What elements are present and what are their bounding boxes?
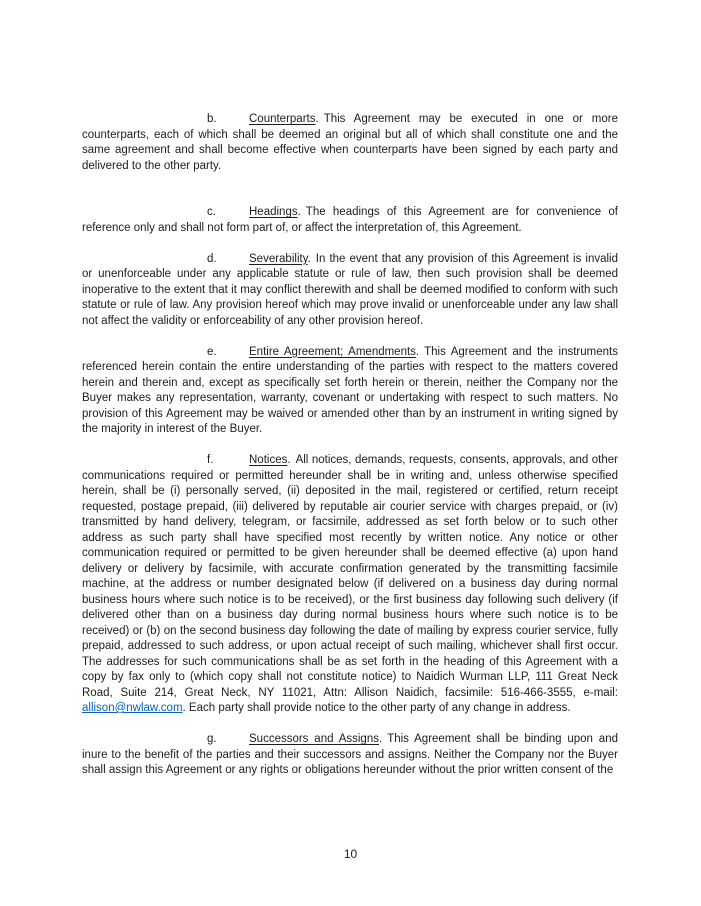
email-link[interactable]: allison@nwlaw.com [82, 702, 183, 714]
title-period: . [415, 345, 420, 358]
paragraph-letter: d. [207, 252, 217, 265]
paragraph-text: This Agreement shall be binding upon and inure to the benefit of the parties and their successors and assigns. Neither the Company nor the Buyer shall assign this Agreement or any rights or obligations hereunder without the prior written consent of the [82, 733, 618, 776]
paragraph-letter: f. [207, 454, 214, 466]
paragraph-letter: c. [207, 206, 216, 218]
paragraph-entire-agreement-amendments [82, 345, 618, 438]
paragraph-title: Entire Agreement; Amendments [249, 345, 416, 358]
paragraph-text: The headings of this Agreement are for convenience of reference only and shall not form part of, or affect the interpretation of, this Agreement. [82, 206, 618, 234]
paragraph-text: In the event that any provision of this Agreement is invalid or unenforceable under any applicable statute or rule of law, then such provision shall be deemed inoperative to the extent that it may conflict therewith and shall be deemed modified to conform with such statute or rule of law. Any provision hereof which may prove invalid or unenforceable under any law shall not affect the validity or enforceability of any other provision hereof. [82, 252, 618, 327]
page-number: 10 [343, 847, 358, 861]
paragraph-letter: b. [207, 113, 217, 125]
title-period: . [378, 733, 383, 745]
paragraph-notices [82, 453, 618, 717]
document-body [82, 112, 618, 794]
title-period: . [315, 113, 319, 125]
paragraph-severability [82, 252, 618, 330]
title-period: . [297, 206, 301, 218]
paragraph-text: This Agreement and the instruments referenced herein contain the entire understanding of the parties with respect to the matters covered herein and therein and, except as specifically set forth herein or therein, neither the Company nor the Buyer makes any representation, warranty, covenant or undertaking with respect to such matters. No provision of this Agreement may be waived or amended other than by an instrument in writing signed by the majority in interest of the Buyer. [82, 345, 618, 435]
paragraph-headings [82, 205, 618, 236]
paragraph-letter: g. [207, 733, 217, 745]
paragraph-counterparts [82, 112, 618, 174]
title-period: . [307, 252, 311, 265]
paragraph-title: Severability [249, 252, 308, 265]
paragraph-title: Counterparts [249, 113, 316, 125]
paragraph-title: Successors and Assigns [249, 733, 379, 745]
paragraph-title: Headings [249, 206, 298, 218]
paragraph-text: This Agreement may be executed in one or more counterparts, each of which shall be deemed an original but all of which shall constitute one and the same agreement and shall become effective when counterparts have been signed by each party and delivered to the other party. [82, 113, 618, 172]
paragraph-text: All notices, demands, requests, consents, approvals, and other communications required or permitted hereunder shall be in writing and, unless otherwise specified herein, shall be (i) personally served, (ii) deposited in the mail, registered or certified, return receipt requested, postage prepaid, (iii) delivered by reputable air courier service with charges prepaid, or (iv) transmitted by hand delivery, telegram, or facsimile, addressed as set forth below or to such other address as such party shall have specified most recently by written notice. Any notice or other communication required or permitted to be given hereunder shall be deemed effective (a) upon hand delivery or delivery by facsimile, with accurate confirmation generated by the transmitting facsimile machine, at the address or number designated below (if delivered on a business day during normal business hours where such notice is to be received), or the first business day following such delivery (if delivered other than on a business day during normal business hours where such notice is to be received) or (b) on the second business day following the date of mailing by express courier service, fully prepaid, addressed to such address, or upon actual receipt of such mailing, whichever shall first occur. The addresses for such communications shall be as set forth in the heading of this Agreement with a copy by fax only to (which copy shall not constitute notice) to Naidich Wurman LLP, 111 Great Neck Road, Suite 214, Great Neck, NY 11021, Attn: Allison Naidich, facsimile: 516-466-3555, e-mail: [82, 454, 618, 699]
title-period: . [287, 454, 291, 466]
paragraph-text-after-link: . Each party shall provide notice to the other party of any change in address. [182, 702, 571, 714]
paragraph-title: Notices [249, 454, 288, 466]
paragraph-letter: e. [207, 345, 217, 358]
paragraph-successors-and-assigns [82, 732, 618, 779]
